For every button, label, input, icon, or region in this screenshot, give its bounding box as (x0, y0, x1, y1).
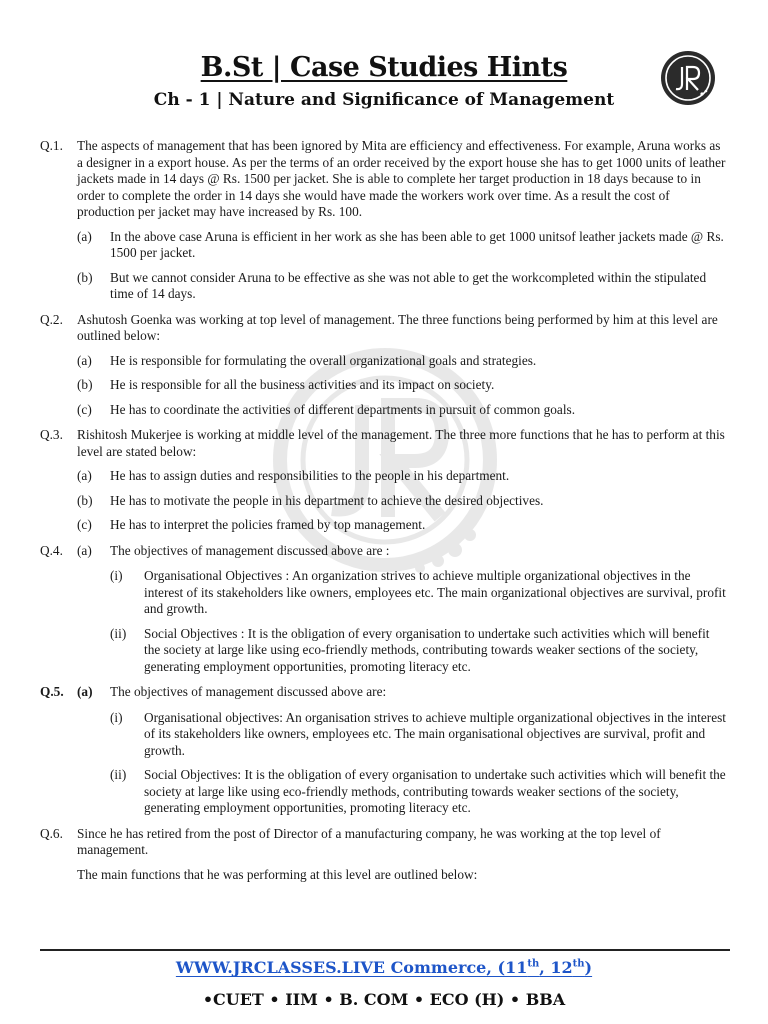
answer-point (77, 353, 726, 370)
point-text: He is responsible for all the business activities and its impact on society. (110, 377, 495, 392)
jr-logo-icon (660, 50, 716, 106)
point-label: (b) (77, 492, 93, 508)
point-label: (ii) (110, 625, 127, 641)
answer-point (77, 517, 726, 534)
question-block (40, 684, 726, 701)
answer-point (110, 568, 726, 618)
point-label: (c) (77, 401, 92, 417)
question-block (40, 312, 726, 345)
point-label: (c) (77, 517, 92, 532)
page-title: B.St | Case Studies Hints (200, 52, 568, 83)
point-label: (a) (77, 228, 92, 244)
question-text: The objectives of management discussed above are : (110, 542, 390, 558)
footer-divider (40, 949, 730, 951)
point-text: Social Objectives: It is the obligation of every organisation to undertake such activities which will benefit the society at large like using eco-friendly methods, contributing towards weaker sections of the society, generating employment opportunities, promoting literacy etc. (144, 767, 726, 815)
point-text: But we cannot consider Aruna to be effective as she was not able to get the workcompleted within the stipulated time of 14 days. (110, 269, 707, 301)
question-text: The aspects of management that has been ignored by Mita are efficiency and effectiveness. For example, Aruna works as a designer in a export house. As per the terms of an order received by the export house she has to get 1000 units of leather jackets made in 14 days @ Rs. 1500 per jacket. She is able to complete her target production in 18 days because to in order to complete the order in 14 days she would have made the workers work over time. As a result the cost of production per jacket may have increased by Rs. 100. (77, 138, 726, 219)
question-followup (40, 867, 726, 884)
question-block (40, 543, 726, 560)
point-text: He has to assign duties and responsibilities to the people in his department. (110, 468, 510, 483)
link-text: WWW.JRCLASSES.LIVE Commerce, (11 (175, 958, 528, 977)
superscript: th (527, 958, 540, 970)
chapter-subtitle: Ch - 1 | Nature and Significance of Management (153, 90, 615, 110)
point-label: (a) (77, 468, 92, 483)
link-text: ) (584, 958, 593, 977)
question-part: (a) (77, 542, 92, 558)
point-label: (i) (110, 568, 123, 583)
question-number: Q.3. (40, 427, 63, 442)
point-text: He has to interpret the policies framed by top management. (110, 517, 426, 532)
answer-point (77, 402, 726, 419)
website-link[interactable] (0, 958, 768, 977)
answer-point (77, 229, 726, 262)
question-block (40, 427, 726, 460)
point-label: (b) (77, 377, 93, 392)
answer-point (110, 626, 726, 676)
course-tags: •CUET • IIM • B. COM • ECO (H) • BBA (202, 990, 566, 1009)
link-text: , 12 (539, 958, 573, 977)
superscript: th (572, 958, 585, 970)
question-block (40, 826, 726, 859)
point-text: He is responsible for formulating the overall organizational goals and strategies. (110, 352, 537, 368)
point-label: (ii) (110, 767, 127, 782)
point-text: He has to motivate the people in his department to achieve the desired objectives. (110, 492, 544, 508)
point-text: In the above case Aruna is efficient in her work as she has been able to get 1000 unitsof leather jackets made @ Rs. 1500 per jacket. (110, 228, 724, 260)
answer-point (110, 767, 726, 817)
question-number: Q.5. (40, 684, 64, 699)
answer-point (110, 710, 726, 760)
answer-point (77, 493, 726, 510)
answer-point (77, 377, 726, 394)
answer-point (77, 468, 726, 485)
question-text: Rishitosh Mukerjee is working at middle level of the management. The three more functions that he has to perform at this level are stated below: (77, 427, 725, 459)
question-part: (a) (77, 684, 93, 699)
answer-point (77, 270, 726, 303)
point-text: Social Objectives : It is the obligation of every organisation to undertake such activities which will benefit the society at large like using eco-friendly methods, contributing towards weaker sections of the society, generating employment opportunities, promoting literacy etc. (144, 625, 710, 674)
point-label: (a) (77, 352, 92, 368)
question-number: Q.1. (40, 138, 63, 153)
question-number: Q.2. (40, 311, 63, 327)
question-text: The objectives of management discussed above are: (110, 684, 387, 699)
question-text: Ashutosh Goenka was working at top level of management. The three functions being performed by him at this level are outlined below: (77, 311, 718, 343)
case-study-hints (40, 138, 726, 883)
question-number: Q.4. (40, 542, 63, 558)
point-label: (i) (110, 709, 123, 725)
followup-text: The main functions that he was performing at this level are outlined below: (77, 866, 478, 882)
point-text: He has to coordinate the activities of different departments in pursuit of common goals. (110, 401, 576, 417)
point-label: (b) (77, 269, 93, 285)
question-number: Q.6. (40, 825, 63, 841)
point-text: Organisational Objectives : An organization strives to achieve multiple organizational objectives in the interest of its stakeholders like owners, employees etc. The main organizational objectives are survival, profit and growth. (144, 568, 726, 616)
point-text: Organisational objectives: An organisation strives to achieve multiple organizational objectives in the interest of its stakeholders like owners, employees etc. The main organisational objectives are survival, profit and growth. (144, 709, 726, 758)
question-block (40, 138, 726, 221)
question-text: Since he has retired from the post of Director of a manufacturing company, he was working at the top level of management. (77, 825, 661, 857)
